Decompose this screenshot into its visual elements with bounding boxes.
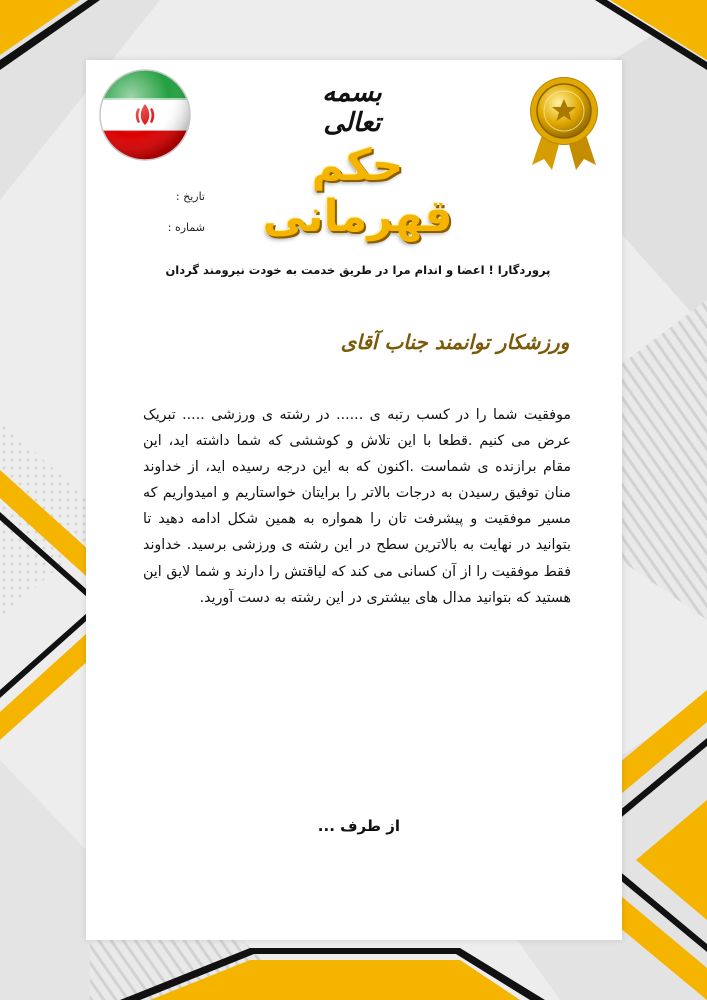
basmala-calligraphy: بسمه تعالی — [322, 78, 382, 138]
addressee-line: ورزشکار توانمند جناب آقای — [340, 330, 570, 354]
prayer-line: پروردگارا ! اعضا و اندام مرا در طریق خدمت به خودت نیرومند گردان — [165, 263, 551, 277]
date-label: تاریخ : — [175, 190, 205, 203]
certificate-title: حکم قهرمانی — [262, 140, 453, 242]
iran-flag-icon — [98, 68, 192, 162]
signature-line: از طرف ... — [317, 817, 400, 835]
certificate-body: موفقیت شما را در کسب رتبه ی ...... در رشته ی ورزشی ..... تبریک عرض می کنیم .قطعا با این تلاش و کوششی که شما داشته اید، این مقام برازنده ی شماست .اکنون که به این درجه رسیده اید، از خداوند منان توفیق رسیدن به درجات بالاتر را برایتان خواستاریم و امیدواریم که مسیر موفقیت و پیشرفت تان را همواره به همین شکل ادامه دهید تا بتوانید در نهایت به بالاترین سطح در این رشته ی ورزشی برسید. خداوند فقط موفقیت را از آن کسانی می کند که لیاقتش را دارند و شما لایق این هستید که بتوانید مدال های بیشتری در این رشته به دست آورید. — [143, 407, 571, 606]
number-label: شماره : — [167, 221, 205, 234]
gold-medal-icon — [518, 73, 610, 173]
